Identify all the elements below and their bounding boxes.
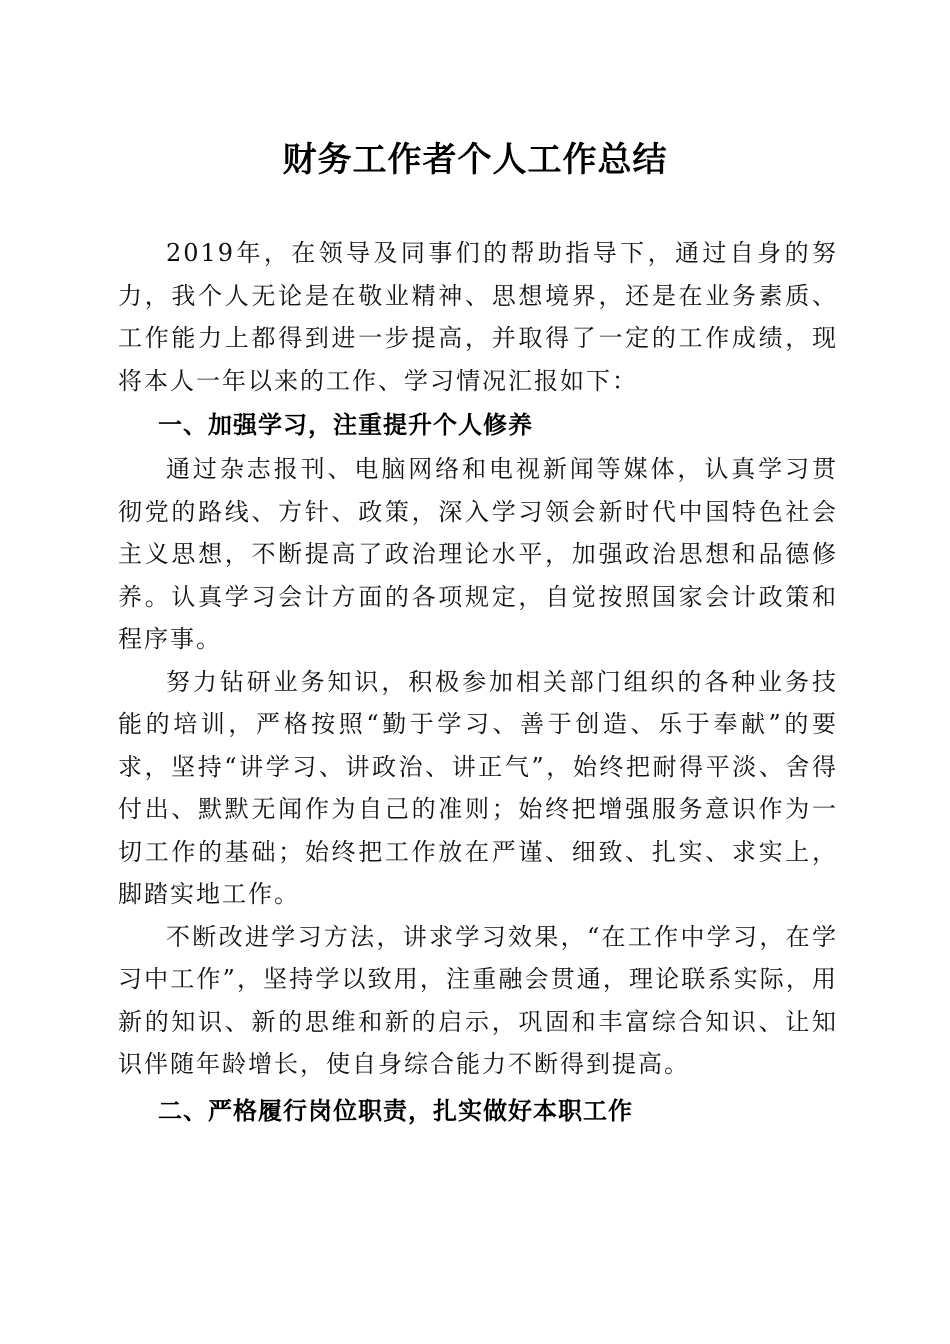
section-1-paragraph-1: 通过杂志报刊、电脑网络和电视新闻等媒体，认真学习贯彻党的路线、方针、政策，深入学习领会新时代中国特色社会主义思想，不断提高了政治理论水平，加强政治思想和品德修养。认真学习会计方面的各项规定，自觉按照国家会计政策和程序事。: [118, 455, 838, 653]
section-1-paragraph-3: 不断改进学习方法，讲求学习效果，“在工作中学习，在学习中工作”，坚持学以致用，注重融会贯通，理论联系实际，用新的知识、新的思维和新的启示，巩固和丰富综合知识、让知识伴随年龄增长，使自身综合能力不断得到提高。: [118, 922, 838, 1078]
document-title: 财务工作者个人工作总结: [282, 140, 668, 180]
section-1-paragraph-2: 努力钻研业务知识，积极参加相关部门组织的各种业务技能的培训，严格按照“勤于学习、善于创造、乐于奉献”的要求，坚持“讲学习、讲政治、讲正气”，始终把耐得平淡、舍得付出、默默无闻作为自己的准则；始终把增强服务意识作为一切工作的基础；始终把工作放在严谨、细致、扎实、求实上，脚踏实地工作。: [118, 667, 838, 908]
document-body: [118, 232, 838, 1134]
section-1-heading: 一、加强学习，注重提升个人修养: [158, 411, 533, 439]
intro-paragraph: 2019年，在领导及同事们的帮助指导下，通过自身的努力，我个人无论是在敬业精神、思想境界，还是在业务素质、工作能力上都得到进一步提高，并取得了一定的工作成绩，现将本人一年以来的工作、学习情况汇报如下：: [118, 239, 838, 395]
section-2-heading: 二、严格履行岗位职责，扎实做好本职工作: [158, 1096, 633, 1125]
